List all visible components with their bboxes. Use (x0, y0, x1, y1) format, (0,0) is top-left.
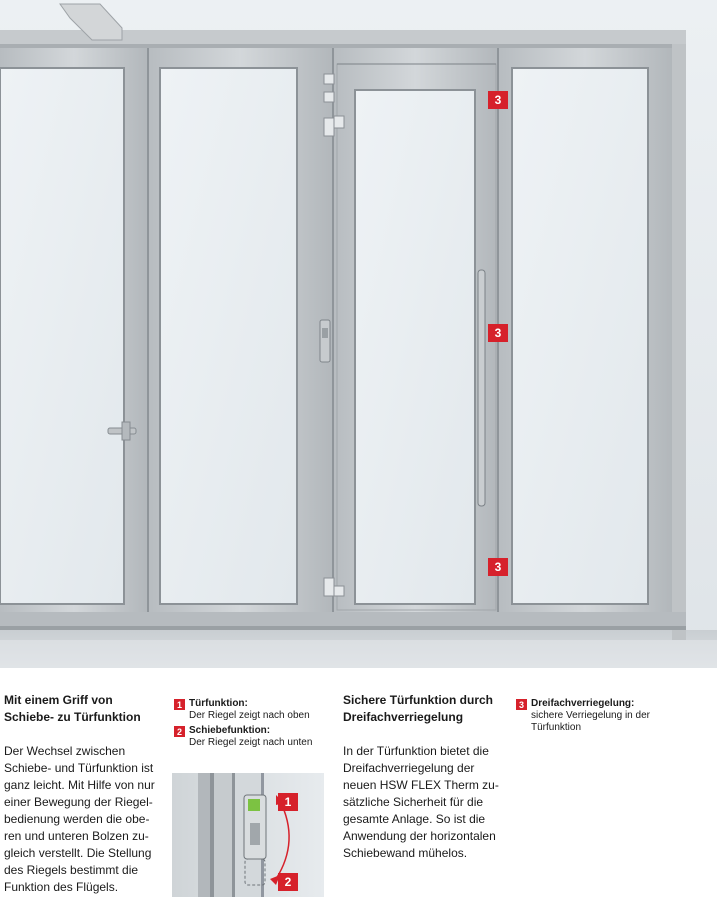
legend-desc: sichere Verriegelung in der (531, 710, 650, 721)
right-text-column (343, 692, 513, 862)
legend-right (516, 698, 706, 737)
legend-term: Schiebefunktion: (189, 725, 271, 736)
legend-term: Türfunktion: (189, 698, 248, 709)
left-body-line: Funktion des Flügels. (4, 880, 119, 894)
right-body-line: neuen HSW FLEX Therm zu- (343, 778, 499, 792)
legend-item-door-function (174, 698, 334, 722)
left-heading-line1: Mit einem Griff von (4, 693, 113, 707)
left-body-line: ren und unteren Bolzen zu- (4, 829, 149, 843)
left-body-line: des Riegels bestimmt die (4, 863, 139, 877)
legend-number: 3 (516, 699, 527, 710)
left-body-line: ganz leicht. Mit Hilfe von nur (4, 778, 155, 792)
left-heading-line2: Schiebe- zu Türfunktion (4, 710, 141, 724)
left-body-line: Der Wechsel zwischen (4, 744, 126, 758)
left-body-line: gleich verstellt. Die Stellung (4, 846, 152, 860)
left-body-line: Schiebe- und Türfunktion ist (4, 761, 154, 775)
legend-term: Dreifachverriegelung: (531, 698, 635, 709)
legend-desc: Der Riegel zeigt nach oben (189, 710, 310, 721)
legend-number: 1 (174, 699, 185, 710)
left-text-column (4, 692, 164, 896)
right-body-line: Anwendung der horizontalen (343, 829, 496, 843)
right-body-line: Schiebewand mühelos. (343, 846, 468, 860)
right-body-line: sätzliche Sicherheit für die (343, 795, 484, 809)
latch-detail-illustration (172, 773, 324, 897)
marker-3-middle: 3 (488, 324, 508, 342)
right-body-line: gesamte Anlage. So ist die (343, 812, 486, 826)
legend-desc: Der Riegel zeigt nach unten (189, 737, 313, 748)
right-heading-line1: Sichere Türfunktion durch (343, 693, 494, 707)
legend-number: 2 (174, 726, 185, 737)
latch-detail-image (172, 773, 324, 897)
left-body-line: bedienung werden die obe- (4, 812, 150, 826)
detail-marker-1: 1 (278, 793, 298, 811)
legend-left (174, 698, 334, 752)
legend-item-slide-function (174, 725, 334, 749)
right-body-line: In der Türfunktion bietet die (343, 744, 489, 758)
detail-marker-2: 2 (278, 873, 298, 891)
marker-3-bottom: 3 (488, 558, 508, 576)
legend-item-triple-lock (516, 698, 706, 734)
marker-3-top: 3 (488, 91, 508, 109)
left-body-line: einer Bewegung der Riegel- (4, 795, 153, 809)
legend-desc: Türfunktion (531, 722, 582, 733)
right-body-line: Dreifachverriegelung der (343, 761, 475, 775)
right-heading-line2: Dreifachverriegelung (343, 710, 464, 724)
